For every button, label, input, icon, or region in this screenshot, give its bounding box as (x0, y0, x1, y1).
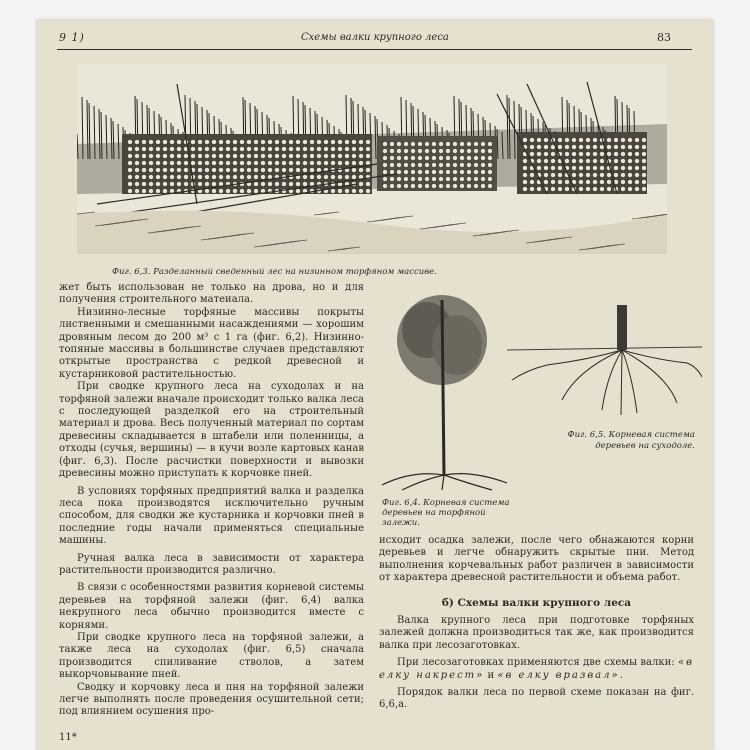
paragraph: В связи с особенностями развития корневой системы деревьев на торфяной залежи (фиг. 6,4) валка некрупного леса обычно производится вместе с корнями. (59, 582, 364, 631)
right-column (379, 535, 694, 712)
paragraph-text: При лесозаготовках применяются две схемы валки: (397, 657, 675, 669)
signature-mark: 11* (59, 732, 77, 743)
header-rule (57, 49, 692, 50)
conjunction: и (487, 669, 495, 681)
section-subheading: б) Схемы валки крупного леса (441, 596, 632, 609)
figure-65-illustration (507, 305, 702, 415)
figure-64-caption: Фиг. 6,4. Корневая система деревьев на торфяной залежи. (382, 498, 510, 528)
paragraph: Порядок валки леса по первой схеме показан на фиг. 6,6,а. (379, 687, 694, 711)
paragraph: Валка крупного леса при подготовке торфяных залежей должна производиться так же, как производится валка при лесозаготовках. (379, 615, 694, 651)
paragraph: исходит осадка залежи, после чего обнажаются корни деревьев и легче обнаружить скрытые пни. Метод выполнения корчевальных работ различен в зависимости от характера древесной растительности и объема работ. (379, 535, 694, 584)
paragraph: При лесозаготовках применяются две схемы валки: «в елку накрест» и «в елку вразвал». (379, 657, 694, 681)
paragraph: жет быть использован не только на дрова, но и для получения строительного матеиала. (59, 282, 364, 306)
paragraph: При сводке крупного леса на торфяной залежи, а также леса на суходолах (фиг. 6,5) сначала производится спиливание стволов, а затем выкорчовывание пней. (59, 631, 364, 681)
figure-63-illustration (77, 64, 667, 254)
running-title: Схемы валки крупного леса (301, 32, 449, 43)
book-page (37, 20, 713, 750)
figure-64-illustration (372, 285, 512, 495)
section-number: 9 1) (59, 31, 85, 44)
figure-63-caption: Фиг. 6,3. Разделанный сведенный лес на низинном торфяном массиве. (112, 267, 437, 277)
left-column (59, 282, 364, 719)
figure-65-caption: Фиг. 6,5. Корневая система деревьев на суходоле. (567, 430, 695, 451)
paragraph: В условиях торфяных предприятий валка и разделка леса пока производятся исключительно ручным способом, для сводки же кустарника и корчовки пней в последние годы начали применяться специальные машины. (59, 485, 364, 547)
scheme-name: «в елку накрест» (379, 657, 694, 681)
paragraph: Сводку и корчовку леса и пня на торфяной залежи легче выполнять после проведения осушительной сети; под влиянием осушения про- (59, 681, 364, 718)
paragraph: Низинно-лесные торфяные массивы покрыты лиственными и смешанными насаждениями — хорошим дровяным лесом до 200 м³ с 1 га (фиг. 6,2). Низинно-топяные массивы в большинстве случаев представляют открытые пространства с редкой древесной и кустарниковой растительностью. (59, 306, 364, 380)
scheme-name: «в елку вразвал» (497, 669, 620, 681)
paragraph: Ручная валка леса в зависимости от характера растительности производится различно. (59, 552, 364, 576)
page-number: 83 (657, 31, 671, 44)
paragraph: При сводке крупного леса на суходолах и на торфяной залежи вначале происходит только валка леса с последующей разделкой его на строительный материал и дрова. Весь полученный материал по сортам древесины складывается в штабели или поленницы, а отходы (сучья, вершины) — в кучи возле картовых канав (фиг. 6,3). После расчистки поверхности и вывозки древесины можно приступать к корчовке пней. (59, 381, 364, 480)
